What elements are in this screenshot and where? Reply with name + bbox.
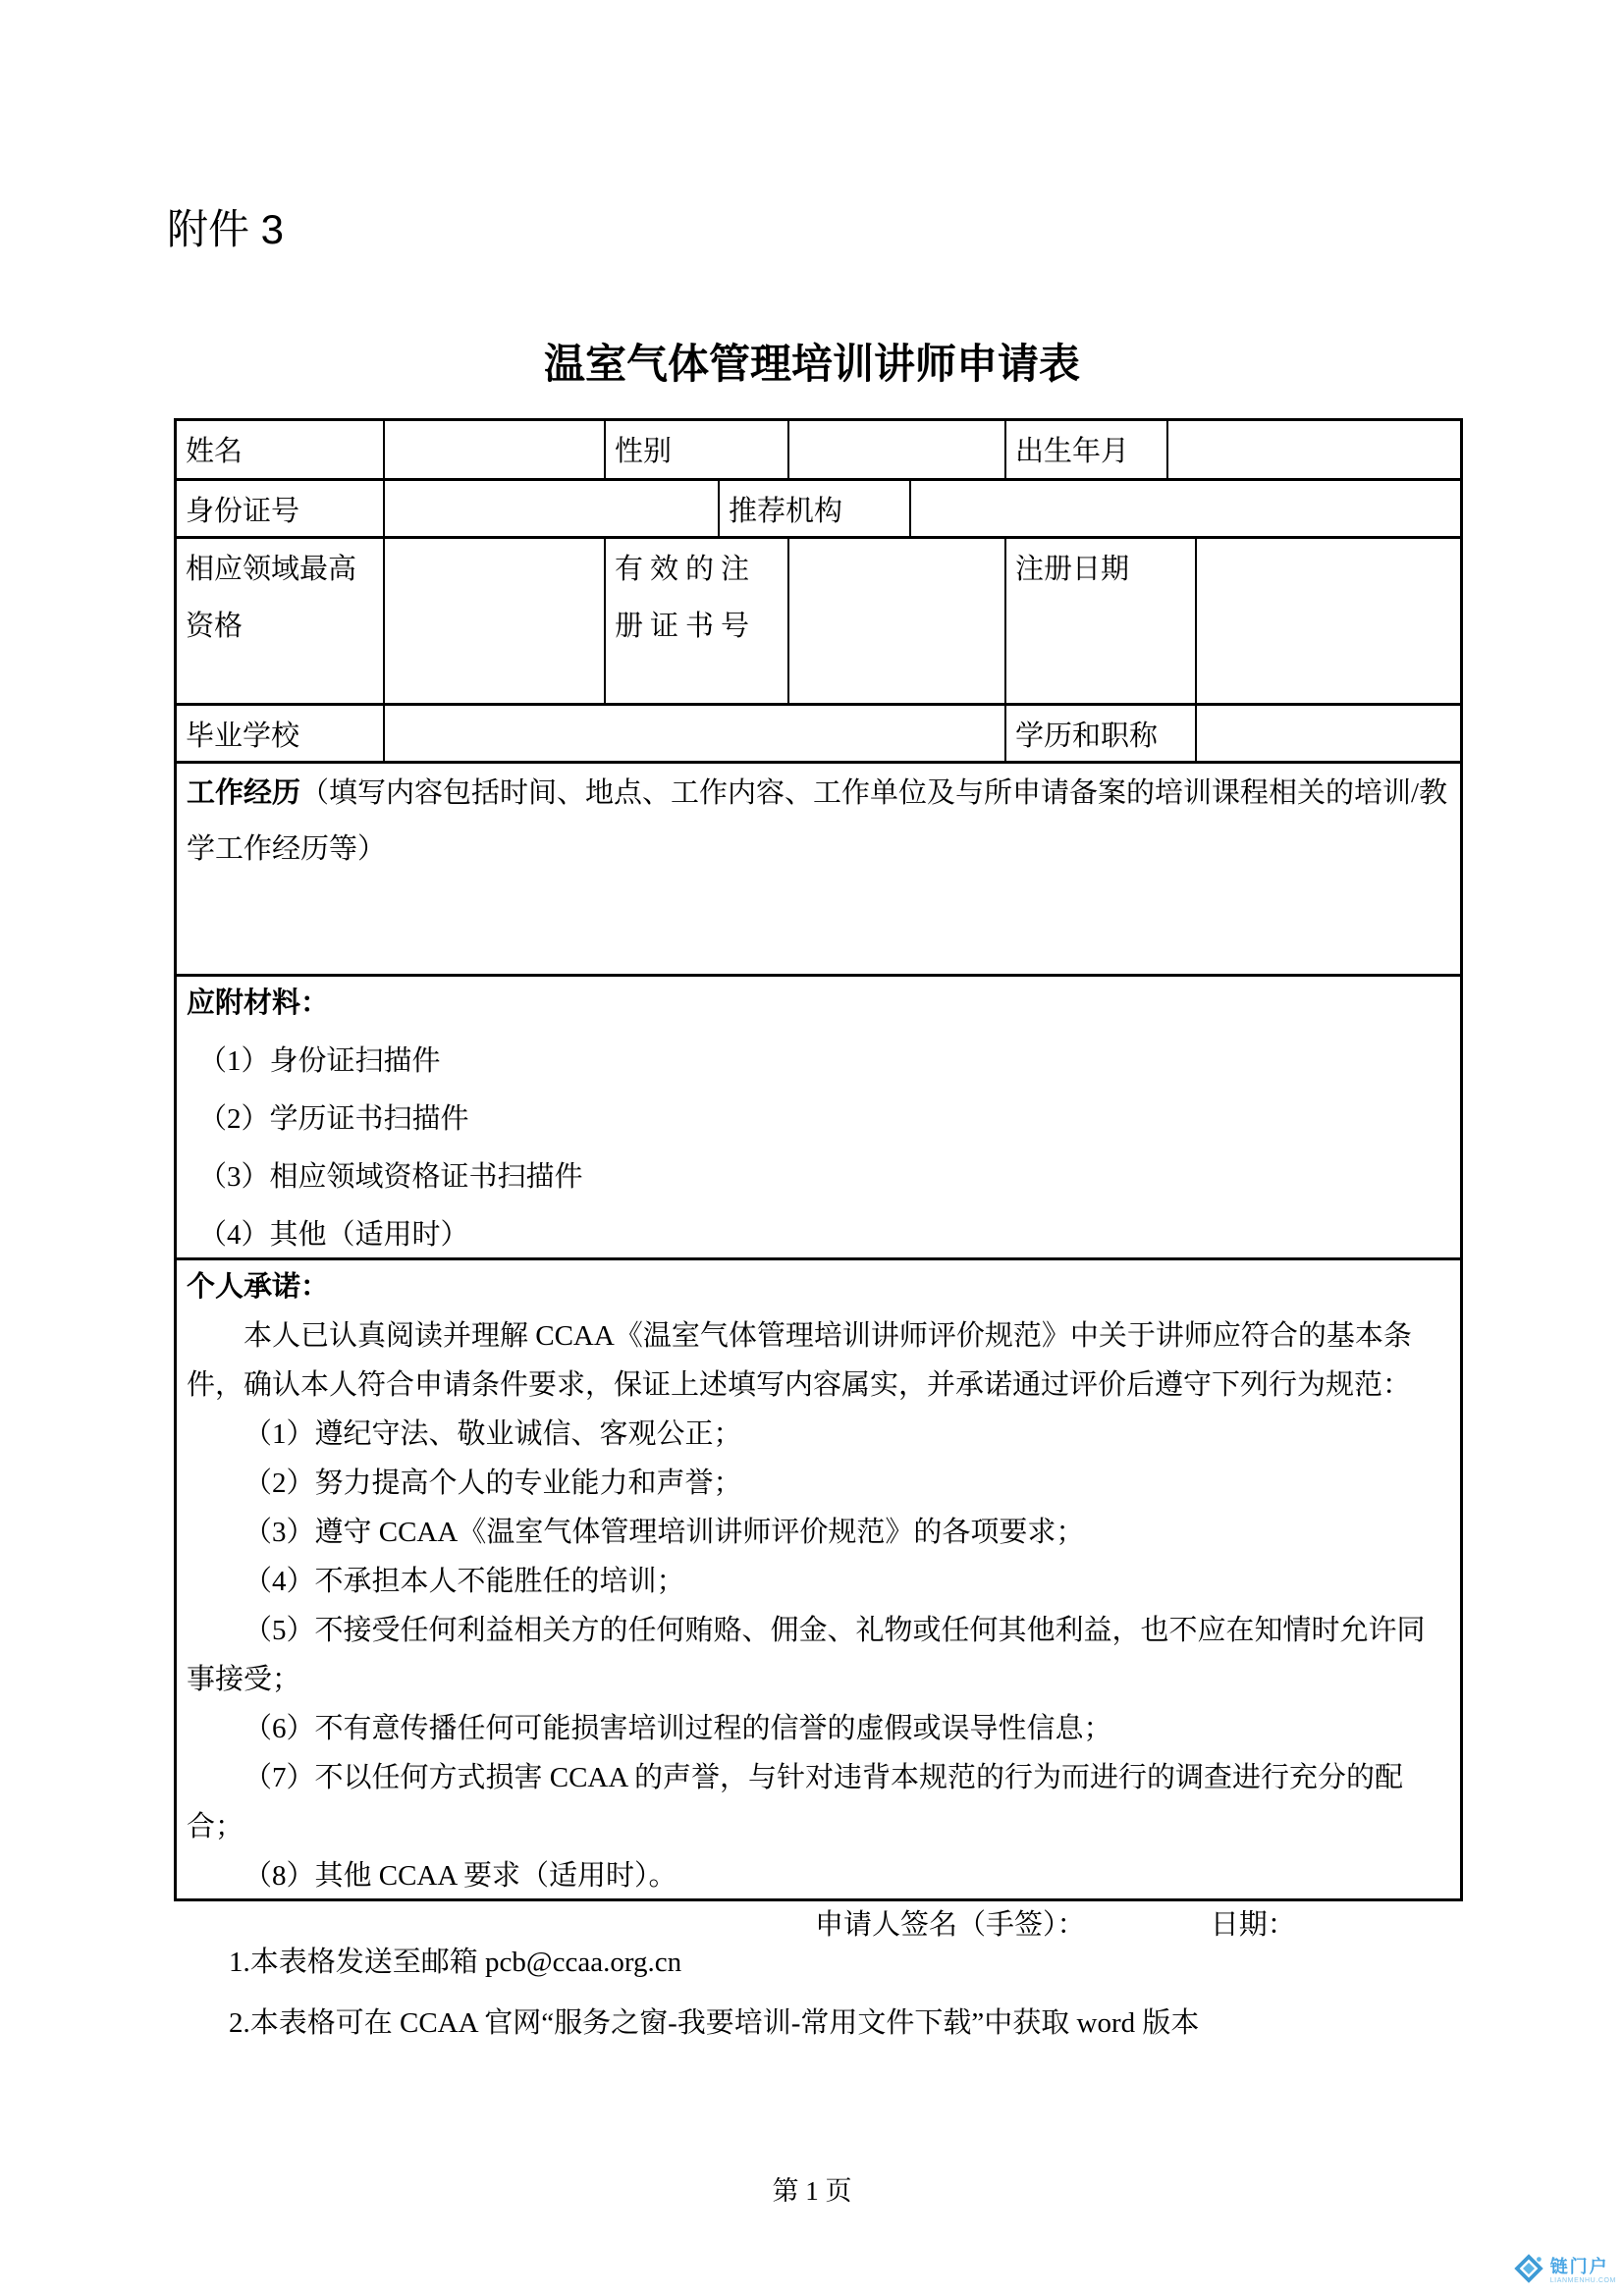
register-date-label: 注册日期 [1006, 539, 1197, 703]
education-title-input-cell[interactable] [1197, 706, 1460, 761]
birth-date-label: 出生年月 [1006, 421, 1168, 478]
materials-item-2: （2）学历证书扫描件 [198, 1103, 469, 1135]
watermark-text [1550, 2258, 1616, 2284]
recommend-org-label: 推荐机构 [720, 481, 911, 536]
graduate-school-input-cell[interactable] [385, 706, 1006, 761]
id-number-label: 身份证号 [177, 481, 385, 536]
materials-item-4: （4）其他（适用时） [198, 1219, 469, 1251]
materials-title: 应附材料： [187, 988, 330, 1019]
valid-cert-no-input-cell[interactable] [789, 539, 1006, 703]
highest-qualification-input-cell[interactable] [385, 539, 606, 703]
commitment-item-2: （2）努力提高个人的专业能力和声誉； [244, 1468, 742, 1499]
watermark-name: 链门户 [1549, 2257, 1609, 2276]
commitment-title: 个人承诺： [187, 1271, 330, 1303]
education-title-label: 学历和职称 [1006, 706, 1197, 761]
commitment-item-3: （3）遵守 CCAA《温室气体管理培训讲师评价规范》的各项要求； [244, 1517, 1085, 1548]
applicant-signature-label[interactable]: 申请人签名（手签）： [815, 1909, 1086, 1941]
page-number: 第 1 页 [772, 2176, 852, 2206]
commitment-item-4: （4）不承担本人不能胜任的培训； [244, 1566, 685, 1597]
gender-label: 性别 [606, 421, 789, 478]
materials-item-1: （1）身份证扫描件 [198, 1045, 441, 1077]
commitment-cell [177, 1260, 1460, 1941]
row-school [177, 706, 1460, 764]
lianmenhu-logo-icon [1512, 2252, 1545, 2290]
footer-note-2: 2.本表格可在 CCAA 官网“服务之窗-我要培训-常用文件下载”中获取 word 版本 [229, 2007, 1200, 2039]
commitment-item-7: （7）不以任何方式损害 CCAA 的声誉，与针对违背本规范的行为而进行的调查进行充分的配合； [187, 1762, 1403, 1842]
row-id-org [177, 481, 1460, 539]
commitment-paragraph: 本人已认真阅读并理解 CCAA《温室气体管理培训讲师评价规范》中关于讲师应符合的基本条件，确认本人符合申请条件要求，保证上述填写内容属实，并承诺通过评价后遵守下列行为规范： [187, 1320, 1412, 1401]
work-experience-note: （填写内容包括时间、地点、工作内容、工作单位及与所申请备案的培训课程相关的培训/教学工作经历等） [187, 777, 1448, 865]
materials-item-3: （3）相应领域资格证书扫描件 [198, 1161, 583, 1193]
watermark [1512, 2252, 1616, 2290]
recommend-org-input-cell[interactable] [911, 481, 1460, 536]
row-commitment [177, 1260, 1460, 1941]
register-date-input-cell[interactable] [1197, 539, 1460, 703]
name-input-cell[interactable] [385, 421, 606, 478]
work-experience-cell[interactable] [177, 764, 1460, 974]
commitment-item-8: （8）其他 CCAA 要求（适用时）。 [244, 1860, 677, 1892]
application-form-table [174, 418, 1463, 1941]
highest-qualification-label: 相应领域最高资格 [177, 539, 385, 703]
commitment-item-6: （6）不有意传播任何可能损害培训过程的信誉的虚假或误导性信息； [244, 1713, 1112, 1744]
commitment-item-5: （5）不接受任何利益相关方的任何贿赂、佣金、礼物或任何其他利益，也不应在知情时允许同事接受； [187, 1615, 1426, 1695]
watermark-domain: LIANMENHU.COM [1549, 2277, 1616, 2284]
commitment-item-1: （1）遵纪守法、敬业诚信、客观公正； [244, 1418, 742, 1450]
row-work-experience [177, 764, 1460, 977]
footer-notes [229, 1932, 1199, 2054]
graduate-school-label: 毕业学校 [177, 706, 385, 761]
name-label: 姓名 [177, 421, 385, 478]
work-experience-title: 工作经历 [187, 777, 301, 809]
footer-note-1: 1.本表格发送至邮箱 pcb@ccaa.org.cn [229, 1947, 682, 1978]
row-materials [177, 977, 1460, 1260]
materials-cell [177, 977, 1460, 1257]
birth-date-input-cell[interactable] [1168, 421, 1460, 478]
id-number-input-cell[interactable] [385, 481, 720, 536]
row-basic-info [177, 421, 1460, 481]
attachment-label: 附件 3 [167, 206, 285, 252]
signature-date-label[interactable]: 日期： [1210, 1909, 1296, 1941]
gender-input-cell[interactable] [789, 421, 1006, 478]
valid-cert-no-label: 有效的注册证书号 [606, 539, 789, 703]
form-title: 温室气体管理培训讲师申请表 [543, 341, 1080, 387]
row-qualification [177, 539, 1460, 706]
